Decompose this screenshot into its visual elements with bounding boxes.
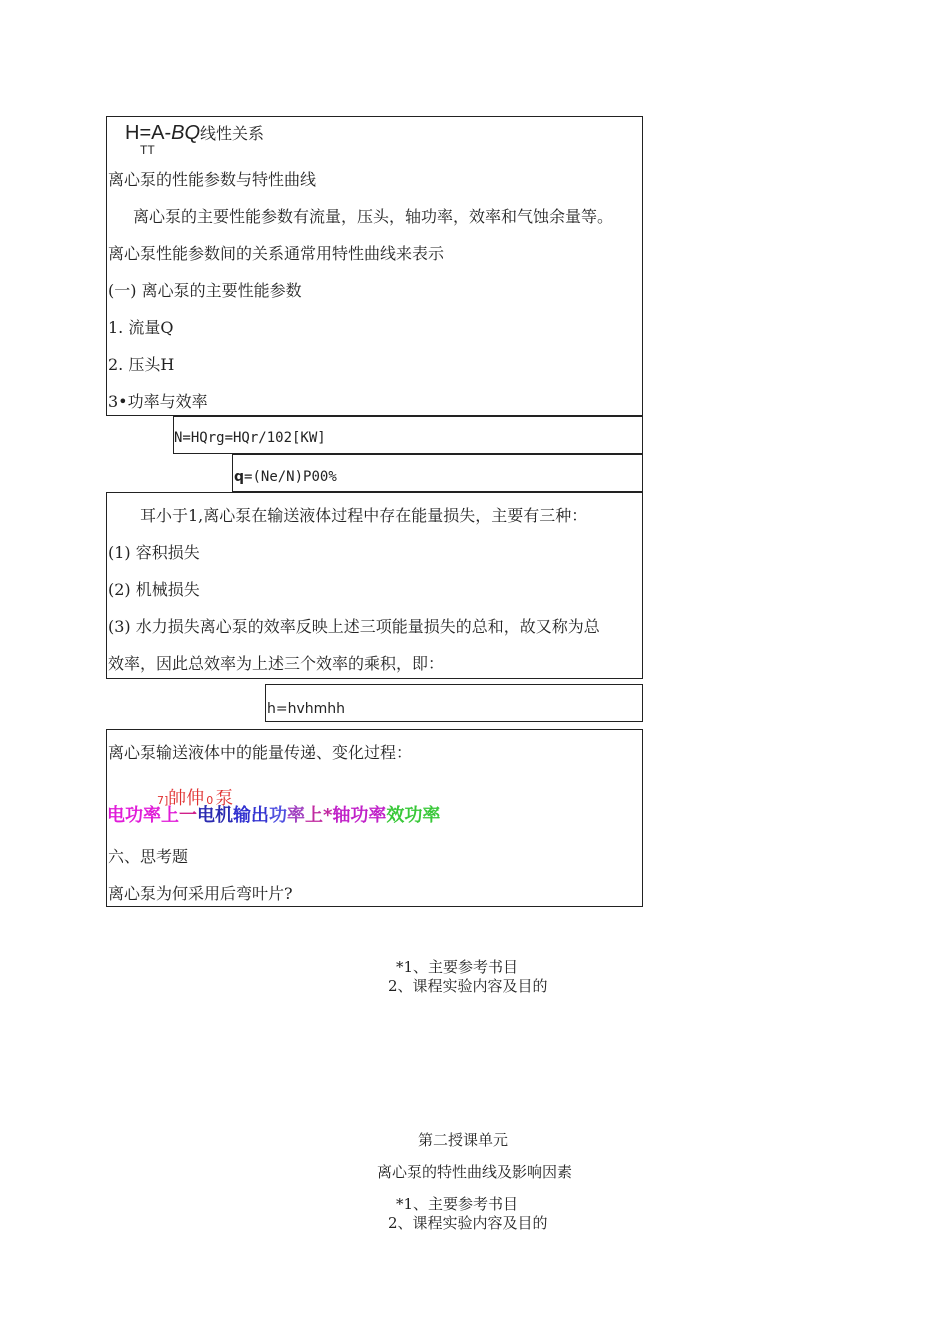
chain-item: 率: [287, 805, 305, 826]
chain-item: 电机: [197, 805, 233, 826]
formula-bq: BQ: [171, 122, 201, 144]
list-item-head: 2. 压头H: [108, 355, 175, 374]
efficiency-formula: [234, 466, 337, 487]
reference-books: *1、主要参考书目: [396, 958, 519, 976]
formula-h-equals: H=A-: [125, 122, 172, 144]
content-box-performance-params: [106, 116, 643, 416]
list-item-flow: 1. 流量Q: [108, 318, 174, 337]
power-formula: N=HQrg=HQr/102[KW]: [174, 430, 326, 446]
power-chain-diagram: [107, 805, 440, 827]
chain-item: 上: [305, 805, 323, 826]
list-item-hydraulic-loss: (3) 水力损失离心泵的效率反映上述三项能量损失的总和，故又称为总: [108, 617, 600, 636]
course-experiment: 2、课程实验内容及目的: [388, 977, 548, 995]
chain-item: 一: [179, 805, 197, 826]
chain-item: 电功率: [107, 805, 161, 826]
annotation-text: 帥伸: [168, 788, 205, 809]
chain-item: 功: [269, 805, 287, 826]
list-item-power: 3•功率与效率: [108, 392, 208, 411]
subheading-main-params: (一) 离心泵的主要性能参数: [108, 281, 302, 300]
section-heading: 离心泵的性能参数与特性曲线: [108, 170, 317, 189]
paragraph-energy-loss: 耳小于1,离心泵在输送液体过程中存在能量损失，主要有三种：: [140, 506, 588, 525]
chain-item: 上: [161, 805, 179, 826]
linear-relation-formula: [125, 121, 264, 145]
annotation-small-mark: 7]: [157, 794, 169, 807]
total-efficiency-formula: h=hvhmhh: [267, 701, 346, 717]
heading-questions: 六、思考题: [108, 847, 189, 866]
question-blade: 离心泵为何采用后弯叶片?: [108, 884, 293, 903]
paragraph-energy-transfer: 离心泵输送液体中的能量传递、变化过程：: [108, 743, 413, 762]
course-experiment-2: 2、课程实验内容及目的: [388, 1214, 548, 1232]
formula-subscript: TT: [140, 143, 155, 157]
list-item-volume-loss: (1) 容积损失: [108, 543, 200, 562]
chain-item: 输出: [233, 805, 269, 826]
list-item-mechanical-loss: (2) 机械损失: [108, 580, 200, 599]
efficiency-symbol: q: [234, 469, 245, 485]
chain-item: 轴功率: [332, 805, 387, 826]
reference-books-2: *1、主要参考书目: [396, 1195, 519, 1213]
chain-item: 效功率: [386, 805, 441, 826]
efficiency-expression: =(Ne/N)P00%: [244, 469, 337, 485]
unit-subtitle: 离心泵的特性曲线及影响因素: [377, 1163, 573, 1181]
chain-item: *: [323, 805, 333, 826]
paragraph-curves: 离心泵性能参数间的关系通常用特性曲线来表示: [108, 244, 445, 263]
annotation-pump: 泵: [215, 788, 234, 809]
paragraph-params: 离心泵的主要性能参数有流量，压头，轴功率，效率和气蚀余量等。: [133, 207, 614, 226]
annotation-small-mark-2: 0: [206, 794, 214, 807]
unit-title: 第二授课单元: [418, 1131, 509, 1149]
paragraph-total-efficiency: 效率，因此总效率为上述三个效率的乘积，即：: [108, 654, 445, 673]
formula-label: 线性关系: [200, 124, 265, 143]
